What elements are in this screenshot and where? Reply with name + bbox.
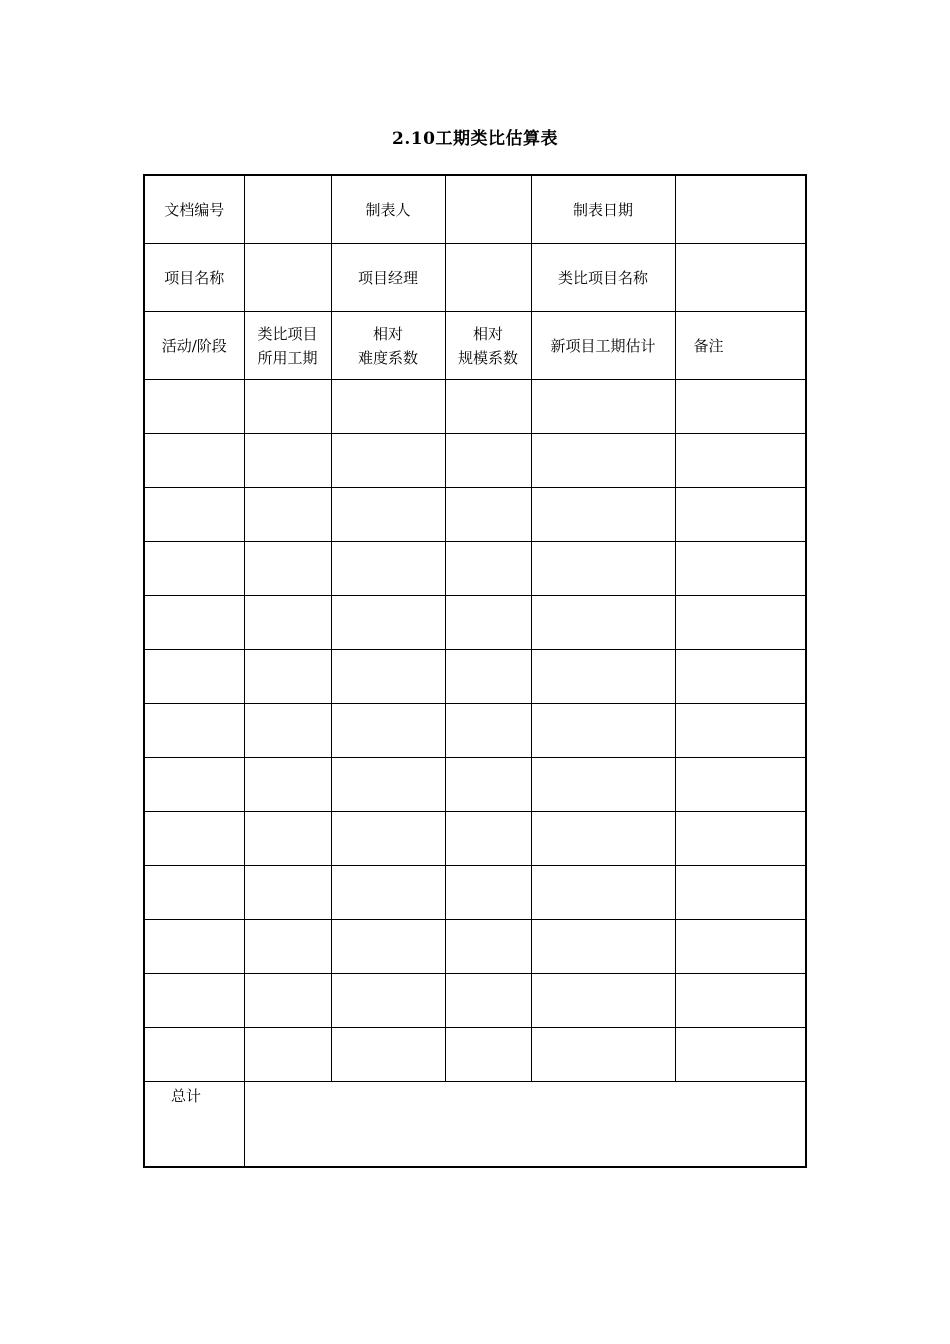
analog-project-field[interactable] bbox=[675, 244, 806, 312]
table-cell[interactable] bbox=[445, 704, 531, 758]
table-cell[interactable] bbox=[244, 920, 331, 974]
col-scale bbox=[445, 312, 531, 380]
table-row bbox=[144, 434, 806, 488]
col-scale-line1: 相对 bbox=[472, 324, 503, 343]
date-field[interactable] bbox=[675, 175, 806, 244]
manager-field[interactable] bbox=[445, 244, 531, 312]
table-cell[interactable] bbox=[675, 488, 806, 542]
table-cell[interactable] bbox=[331, 974, 445, 1028]
col-analog-duration-line1: 类比项目 bbox=[257, 324, 318, 343]
table-cell[interactable] bbox=[144, 704, 244, 758]
table-cell[interactable] bbox=[445, 488, 531, 542]
table-cell[interactable] bbox=[244, 650, 331, 704]
table-cell[interactable] bbox=[244, 704, 331, 758]
table-cell[interactable] bbox=[144, 596, 244, 650]
table-cell[interactable] bbox=[445, 650, 531, 704]
total-label: 总计 bbox=[144, 1082, 244, 1168]
table-cell[interactable] bbox=[144, 920, 244, 974]
table-cell[interactable] bbox=[531, 758, 675, 812]
table-cell[interactable] bbox=[244, 488, 331, 542]
table-cell[interactable] bbox=[244, 380, 331, 434]
table-row bbox=[144, 866, 806, 920]
table-cell[interactable] bbox=[244, 866, 331, 920]
table-cell[interactable] bbox=[531, 1028, 675, 1082]
table-cell[interactable] bbox=[144, 758, 244, 812]
table-cell[interactable] bbox=[531, 542, 675, 596]
table-cell[interactable] bbox=[331, 1028, 445, 1082]
table-cell[interactable] bbox=[445, 974, 531, 1028]
table-row bbox=[144, 920, 806, 974]
col-difficulty bbox=[331, 312, 445, 380]
col-difficulty-line1: 相对 bbox=[372, 324, 403, 343]
analog-project-label: 类比项目名称 bbox=[531, 244, 675, 312]
table-cell[interactable] bbox=[445, 434, 531, 488]
table-cell[interactable] bbox=[531, 596, 675, 650]
creator-field[interactable] bbox=[445, 175, 531, 244]
col-remark: 备注 bbox=[675, 312, 806, 380]
table-cell[interactable] bbox=[144, 650, 244, 704]
table-cell[interactable] bbox=[531, 866, 675, 920]
table-cell[interactable] bbox=[244, 1028, 331, 1082]
project-name-field[interactable] bbox=[244, 244, 331, 312]
table-row bbox=[144, 974, 806, 1028]
table-cell[interactable] bbox=[531, 488, 675, 542]
table-cell[interactable] bbox=[675, 704, 806, 758]
table-row bbox=[144, 380, 806, 434]
col-new-estimate: 新项目工期估计 bbox=[531, 312, 675, 380]
table-row bbox=[144, 542, 806, 596]
table-cell[interactable] bbox=[675, 596, 806, 650]
table-cell[interactable] bbox=[675, 1028, 806, 1082]
table-row bbox=[144, 704, 806, 758]
duration-estimate-table bbox=[143, 174, 807, 1168]
column-header-row bbox=[144, 312, 806, 380]
table-cell[interactable] bbox=[144, 380, 244, 434]
table-cell[interactable] bbox=[331, 920, 445, 974]
table-cell[interactable] bbox=[531, 974, 675, 1028]
table-cell[interactable] bbox=[144, 866, 244, 920]
table-cell[interactable] bbox=[244, 542, 331, 596]
table-cell[interactable] bbox=[331, 704, 445, 758]
table-row bbox=[144, 488, 806, 542]
project-name-label: 项目名称 bbox=[144, 244, 244, 312]
table-cell[interactable] bbox=[144, 1028, 244, 1082]
col-difficulty-line2: 难度系数 bbox=[357, 348, 418, 367]
table-cell[interactable] bbox=[244, 758, 331, 812]
table-cell[interactable] bbox=[331, 380, 445, 434]
table-cell[interactable] bbox=[531, 920, 675, 974]
table-cell[interactable] bbox=[675, 974, 806, 1028]
table-cell[interactable] bbox=[675, 542, 806, 596]
table-row bbox=[144, 1028, 806, 1082]
table-cell[interactable] bbox=[445, 542, 531, 596]
table-cell[interactable] bbox=[144, 542, 244, 596]
table-cell[interactable] bbox=[445, 812, 531, 866]
table-cell[interactable] bbox=[144, 812, 244, 866]
page-title: 2.10工期类比估算表 bbox=[392, 129, 558, 149]
table-cell[interactable] bbox=[331, 434, 445, 488]
table-cell[interactable] bbox=[331, 542, 445, 596]
table-cell[interactable] bbox=[445, 380, 531, 434]
table-cell[interactable] bbox=[144, 974, 244, 1028]
table-row bbox=[144, 650, 806, 704]
table-cell[interactable] bbox=[531, 650, 675, 704]
table-cell[interactable] bbox=[531, 434, 675, 488]
table-cell[interactable] bbox=[445, 920, 531, 974]
table-cell[interactable] bbox=[675, 920, 806, 974]
info-row-2 bbox=[144, 244, 806, 312]
date-label: 制表日期 bbox=[531, 175, 675, 244]
table-cell[interactable] bbox=[531, 380, 675, 434]
total-field[interactable] bbox=[244, 1082, 806, 1168]
table-cell[interactable] bbox=[331, 596, 445, 650]
doc-no-field[interactable] bbox=[244, 175, 331, 244]
table-cell[interactable] bbox=[445, 866, 531, 920]
col-analog-duration-line2: 所用工期 bbox=[257, 348, 318, 367]
table-cell[interactable] bbox=[331, 812, 445, 866]
table-cell[interactable] bbox=[244, 434, 331, 488]
table-cell[interactable] bbox=[445, 758, 531, 812]
table-cell[interactable] bbox=[144, 488, 244, 542]
table-cell[interactable] bbox=[331, 488, 445, 542]
table-cell[interactable] bbox=[675, 866, 806, 920]
table-cell[interactable] bbox=[144, 434, 244, 488]
table-row bbox=[144, 812, 806, 866]
col-scale-line2: 规模系数 bbox=[457, 348, 518, 367]
doc-no-label: 文档编号 bbox=[144, 175, 244, 244]
table-cell[interactable] bbox=[445, 596, 531, 650]
table-cell[interactable] bbox=[675, 812, 806, 866]
table-cell[interactable] bbox=[331, 758, 445, 812]
table-cell[interactable] bbox=[244, 974, 331, 1028]
table-cell[interactable] bbox=[675, 758, 806, 812]
table-cell[interactable] bbox=[675, 380, 806, 434]
creator-label: 制表人 bbox=[331, 175, 445, 244]
table-row bbox=[144, 596, 806, 650]
data-rows bbox=[144, 380, 806, 1082]
table-cell[interactable] bbox=[331, 650, 445, 704]
manager-label: 项目经理 bbox=[331, 244, 445, 312]
table-cell[interactable] bbox=[675, 650, 806, 704]
table-cell[interactable] bbox=[244, 812, 331, 866]
table-cell[interactable] bbox=[675, 434, 806, 488]
col-analog-duration bbox=[244, 312, 331, 380]
col-activity: 活动/阶段 bbox=[144, 312, 244, 380]
total-row bbox=[144, 1082, 806, 1168]
info-row-1 bbox=[144, 175, 806, 244]
table-cell[interactable] bbox=[531, 812, 675, 866]
table-cell[interactable] bbox=[445, 1028, 531, 1082]
table-cell[interactable] bbox=[244, 596, 331, 650]
table-row bbox=[144, 758, 806, 812]
table-cell[interactable] bbox=[331, 866, 445, 920]
table-cell[interactable] bbox=[531, 704, 675, 758]
